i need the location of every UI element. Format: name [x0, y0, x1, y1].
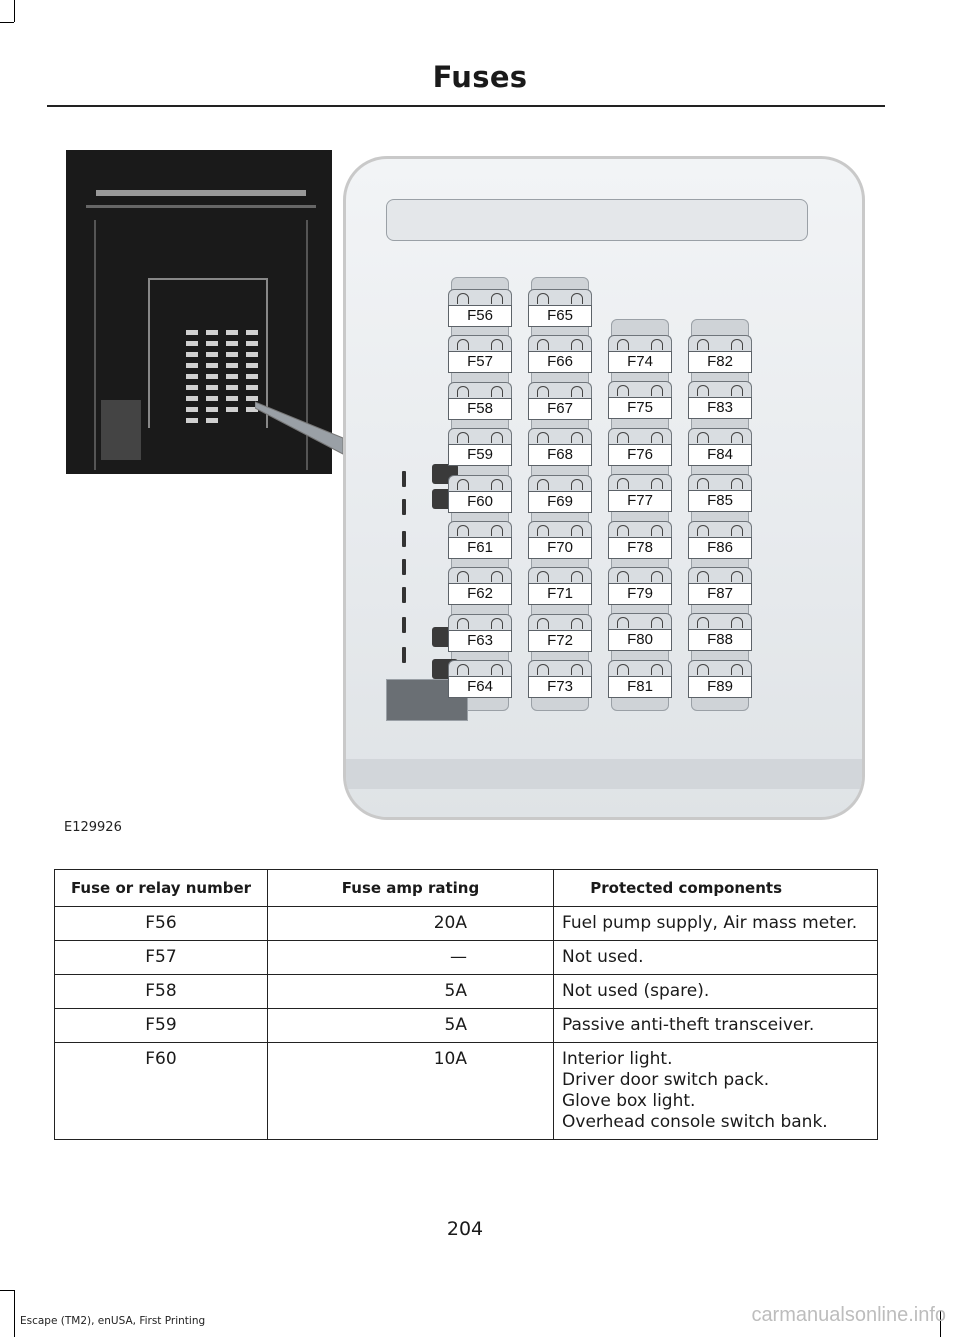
fuse-label: F75 [608, 397, 672, 419]
mini-fuse-mark [186, 341, 198, 346]
column-header-fuse: Fuse or relay number [55, 870, 268, 907]
component-line: Passive anti-theft transceiver. [562, 1015, 815, 1035]
fuse-label: F59 [448, 444, 512, 466]
amp-rating-cell: 10A [268, 1043, 554, 1140]
fuse-slot [442, 660, 516, 700]
mini-fuse-mark [246, 341, 258, 346]
fuse-slot [442, 475, 516, 515]
crop-mark [14, 0, 15, 22]
fuse-label: F76 [608, 444, 672, 466]
component-line: Not used (spare). [562, 981, 710, 1001]
fuse-slot [602, 613, 676, 653]
mini-fuse-mark [226, 374, 238, 379]
fuse-number-cell: F60 [55, 1043, 268, 1140]
fuse-cap [688, 567, 752, 584]
fuse-label: F57 [448, 351, 512, 373]
fuse-label: F69 [528, 491, 592, 513]
protected-components-cell [554, 1009, 878, 1043]
fuse-slot [522, 567, 596, 607]
page-title: Fuses [432, 60, 528, 94]
fuse-label: F78 [608, 537, 672, 559]
fuse-specification-table [54, 869, 878, 1140]
fuse-slot [682, 474, 756, 514]
fuse-cap [528, 614, 592, 631]
fuse-number-cell: F58 [55, 975, 268, 1009]
fuse-slot [682, 335, 756, 375]
table-row [55, 975, 878, 1009]
fuse-slot [442, 382, 516, 422]
mini-fuse-mark [246, 330, 258, 335]
fuse-slot [522, 335, 596, 375]
fuse-cap [528, 521, 592, 538]
mini-fuse-mark [226, 385, 238, 390]
title-divider [47, 105, 885, 107]
fuse-cap [528, 289, 592, 306]
fuse-cap [608, 381, 672, 398]
fuse-label: F87 [688, 583, 752, 605]
fuse-slot [602, 335, 676, 375]
mini-fuse-mark [226, 352, 238, 357]
fuse-label: F85 [688, 490, 752, 512]
fuse-cap [688, 474, 752, 491]
mini-fuse-mark [246, 374, 258, 379]
component-line: Driver door switch pack. [562, 1070, 770, 1090]
fuse-number-cell: F56 [55, 907, 268, 941]
table-row [55, 1009, 878, 1043]
fuse-label: F64 [448, 676, 512, 698]
fuse-cap [448, 382, 512, 399]
fuse-cap [608, 567, 672, 584]
footer-text: Escape (TM2), enUSA, First Printing [20, 1315, 206, 1327]
fuse-cap [688, 660, 752, 677]
fuse-label: F60 [448, 491, 512, 513]
fuse-cap [448, 567, 512, 584]
fuse-slot [522, 475, 596, 515]
mini-fuse-mark [226, 363, 238, 368]
fuse-cap [528, 335, 592, 352]
fuse-slot [682, 381, 756, 421]
crop-mark [0, 22, 14, 23]
fuse-label: F68 [528, 444, 592, 466]
mini-fuse-mark [246, 385, 258, 390]
amp-rating-cell: 20A [268, 907, 554, 941]
fuse-label: F65 [528, 305, 592, 327]
fuse-cap [448, 335, 512, 352]
fuse-slot [522, 521, 596, 561]
mini-fuse-mark [186, 407, 198, 412]
fuse-cap [688, 613, 752, 630]
fuse-slot [682, 613, 756, 653]
table-row [55, 1043, 878, 1140]
fuse-label: F82 [688, 351, 752, 373]
mini-fuse-mark [206, 396, 218, 401]
mini-fuse-mark [206, 418, 218, 423]
fuse-label: F77 [608, 490, 672, 512]
fuse-slot [522, 660, 596, 700]
fuse-slot [442, 428, 516, 468]
fuse-slot [442, 289, 516, 329]
fuse-label: F79 [608, 583, 672, 605]
fuse-slot [602, 428, 676, 468]
fuse-cap [608, 428, 672, 445]
fuse-slot [602, 521, 676, 561]
mini-fuse-mark [246, 352, 258, 357]
mini-fuse-mark [186, 396, 198, 401]
fuse-label: F58 [448, 398, 512, 420]
fuse-label: F86 [688, 537, 752, 559]
mini-fuse-mark [186, 385, 198, 390]
fuse-cap [448, 475, 512, 492]
fuse-label: F70 [528, 537, 592, 559]
fuse-cap [608, 613, 672, 630]
mini-fuse-mark [186, 374, 198, 379]
fuse-slot [602, 660, 676, 700]
fuse-slot [682, 660, 756, 700]
fuse-cap [448, 614, 512, 631]
mini-fuse-mark [226, 407, 238, 412]
fuse-label: F61 [448, 537, 512, 559]
mini-fuse-mark [226, 341, 238, 346]
table-header-row [55, 870, 878, 907]
fuse-cap [528, 660, 592, 677]
protected-components-cell [554, 907, 878, 941]
fuse-label: F71 [528, 583, 592, 605]
fuse-cap [608, 660, 672, 677]
table-row [55, 941, 878, 975]
fuse-slot [602, 567, 676, 607]
fuse-label: F88 [688, 629, 752, 651]
crop-mark [0, 1290, 14, 1291]
fuse-cap [528, 567, 592, 584]
column-header-amp: Fuse amp rating [268, 870, 554, 907]
fuse-slot [522, 382, 596, 422]
fuse-cap [528, 382, 592, 399]
fuse-cap [528, 428, 592, 445]
mini-fuse-mark [206, 352, 218, 357]
mini-fuse-mark [186, 418, 198, 423]
mini-fuse-mark [226, 396, 238, 401]
fuse-cap [528, 475, 592, 492]
mini-fuse-mark [206, 363, 218, 368]
mini-fuse-mark [206, 374, 218, 379]
fuse-label: F67 [528, 398, 592, 420]
fuse-slot [442, 521, 516, 561]
mini-fuse-mark [246, 363, 258, 368]
fuse-label: F89 [688, 676, 752, 698]
fuse-slot [682, 567, 756, 607]
protected-components-cell [554, 975, 878, 1009]
fuse-label: F73 [528, 676, 592, 698]
fuse-label: F83 [688, 397, 752, 419]
fuse-slot [522, 289, 596, 329]
page-number: 204 [446, 1218, 484, 1240]
fuse-slot [602, 474, 676, 514]
fuse-cap [688, 521, 752, 538]
fuse-cap [448, 289, 512, 306]
amp-rating-cell: 5A [268, 975, 554, 1009]
protected-components-cell [554, 1043, 878, 1140]
fuse-cap [608, 474, 672, 491]
fuse-slot [682, 428, 756, 468]
fuse-label: F72 [528, 630, 592, 652]
fuse-cap [448, 521, 512, 538]
mini-fuse-mark [206, 407, 218, 412]
fuse-slot [442, 614, 516, 654]
fuse-label: F56 [448, 305, 512, 327]
mini-fuse-mark [186, 330, 198, 335]
fuse-slot [442, 567, 516, 607]
fuse-cap [608, 521, 672, 538]
component-line: Not used. [562, 947, 644, 967]
amp-rating-cell: — [268, 941, 554, 975]
fuse-label: F63 [448, 630, 512, 652]
fuse-number-cell: F59 [55, 1009, 268, 1043]
fuse-slot [682, 521, 756, 561]
fuse-cap [448, 660, 512, 677]
fuse-number-cell: F57 [55, 941, 268, 975]
image-code: E129926 [64, 820, 122, 835]
component-line: Overhead console switch bank. [562, 1112, 828, 1132]
mini-fuse-mark [206, 341, 218, 346]
mini-fuse-mark [206, 330, 218, 335]
component-line: Interior light. [562, 1049, 673, 1069]
fuse-panel-diagram [343, 156, 865, 820]
fuse-label: F66 [528, 351, 592, 373]
mini-fuse-mark [206, 385, 218, 390]
fuse-label: F62 [448, 583, 512, 605]
fuse-label: F81 [608, 676, 672, 698]
fuse-label: F80 [608, 629, 672, 651]
protected-components-cell [554, 941, 878, 975]
fuse-cap [608, 335, 672, 352]
fuse-cap [688, 428, 752, 445]
component-line: Glove box light. [562, 1091, 696, 1111]
amp-rating-cell: 5A [268, 1009, 554, 1043]
watermark: carmanualsonline.info [751, 1304, 946, 1326]
column-header-components: Protected components [554, 870, 878, 907]
component-line: Fuel pump supply, Air mass meter. [562, 913, 858, 933]
fuse-cap [688, 335, 752, 352]
fuse-cap [448, 428, 512, 445]
fuse-slot [522, 428, 596, 468]
mini-fuse-mark [226, 330, 238, 335]
fuse-label: F74 [608, 351, 672, 373]
mini-fuse-mark [186, 352, 198, 357]
callout-pointer [255, 398, 355, 458]
mini-fuse-mark [186, 363, 198, 368]
fuse-slot [602, 381, 676, 421]
fuse-slot [442, 335, 516, 375]
fuse-slot [522, 614, 596, 654]
table-row [55, 907, 878, 941]
crop-mark [14, 1290, 15, 1337]
fuse-cap [688, 381, 752, 398]
fuse-label: F84 [688, 444, 752, 466]
